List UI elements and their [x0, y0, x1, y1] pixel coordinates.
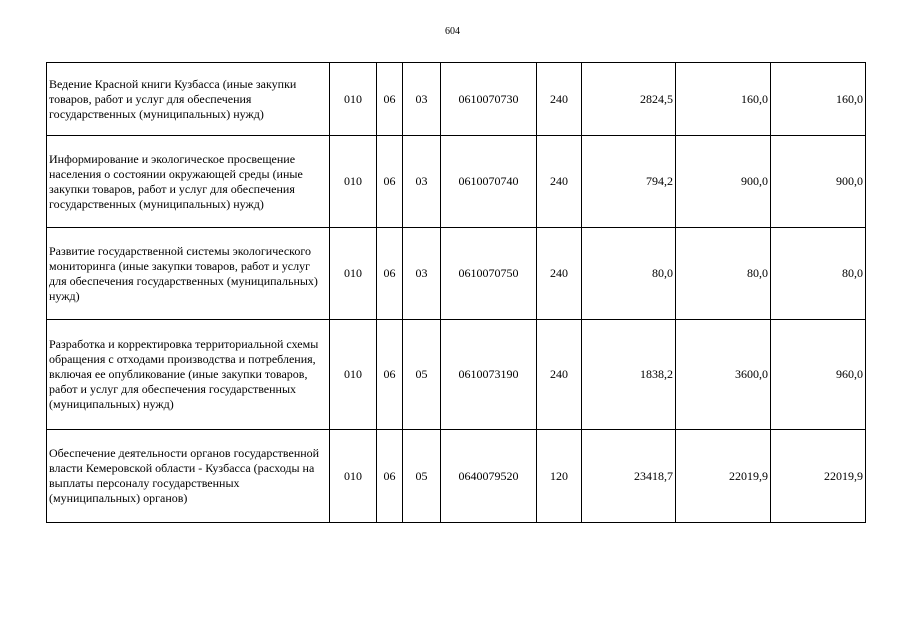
- subsection-code: 03: [403, 63, 441, 136]
- section-code: 06: [377, 320, 403, 430]
- table-row: [47, 63, 866, 136]
- ministry-code: 010: [330, 430, 377, 523]
- section-code: 06: [377, 63, 403, 136]
- section-code: 06: [377, 430, 403, 523]
- table-row: [47, 136, 866, 228]
- expense-type-code: 240: [537, 228, 582, 320]
- subsection-code: 05: [403, 430, 441, 523]
- amount-year-2: 22019,9: [676, 430, 771, 523]
- target-article-code: 0640079520: [441, 430, 537, 523]
- row-description: Разработка и корректировка территориальной схемы обращения с отходами производства и потребления, включая ее опубликование (иные закупки товаров, работ и услуг для обеспечения государственных (муниципальных) нужд): [47, 320, 330, 430]
- section-code: 06: [377, 228, 403, 320]
- expense-type-code: 120: [537, 430, 582, 523]
- target-article-code: 0610070750: [441, 228, 537, 320]
- amount-year-1: 23418,7: [582, 430, 676, 523]
- row-description: Обеспечение деятельности органов государственной власти Кемеровской области - Кузбасса (расходы на выплаты персоналу государственных (муниципальных) органов): [47, 430, 330, 523]
- subsection-code: 03: [403, 228, 441, 320]
- amount-year-3: 160,0: [771, 63, 866, 136]
- subsection-code: 05: [403, 320, 441, 430]
- page-number: 604: [445, 26, 460, 37]
- target-article-code: 0610070730: [441, 63, 537, 136]
- amount-year-3: 22019,9: [771, 430, 866, 523]
- subsection-code: 03: [403, 136, 441, 228]
- row-description: Информирование и экологическое просвещение населения о состоянии окружающей среды (иные закупки товаров, работ и услуг для обеспечения государственных (муниципальных) нужд): [47, 136, 330, 228]
- ministry-code: 010: [330, 63, 377, 136]
- ministry-code: 010: [330, 136, 377, 228]
- amount-year-3: 900,0: [771, 136, 866, 228]
- table-row: [47, 430, 866, 523]
- budget-table: [46, 62, 866, 523]
- target-article-code: 0610070740: [441, 136, 537, 228]
- ministry-code: 010: [330, 228, 377, 320]
- amount-year-2: 3600,0: [676, 320, 771, 430]
- amount-year-3: 80,0: [771, 228, 866, 320]
- table-row: [47, 320, 866, 430]
- amount-year-2: 160,0: [676, 63, 771, 136]
- amount-year-2: 80,0: [676, 228, 771, 320]
- amount-year-2: 900,0: [676, 136, 771, 228]
- amount-year-1: 1838,2: [582, 320, 676, 430]
- amount-year-1: 2824,5: [582, 63, 676, 136]
- expense-type-code: 240: [537, 320, 582, 430]
- row-description: Развитие государственной системы экологического мониторинга (иные закупки товаров, работ и услуг для обеспечения государственных (муниципальных) нужд): [47, 228, 330, 320]
- amount-year-3: 960,0: [771, 320, 866, 430]
- amount-year-1: 80,0: [582, 228, 676, 320]
- expense-type-code: 240: [537, 136, 582, 228]
- row-description: Ведение Красной книги Кузбасса (иные закупки товаров, работ и услуг для обеспечения государственных (муниципальных) нужд): [47, 63, 330, 136]
- section-code: 06: [377, 136, 403, 228]
- ministry-code: 010: [330, 320, 377, 430]
- target-article-code: 0610073190: [441, 320, 537, 430]
- table-row: [47, 228, 866, 320]
- amount-year-1: 794,2: [582, 136, 676, 228]
- expense-type-code: 240: [537, 63, 582, 136]
